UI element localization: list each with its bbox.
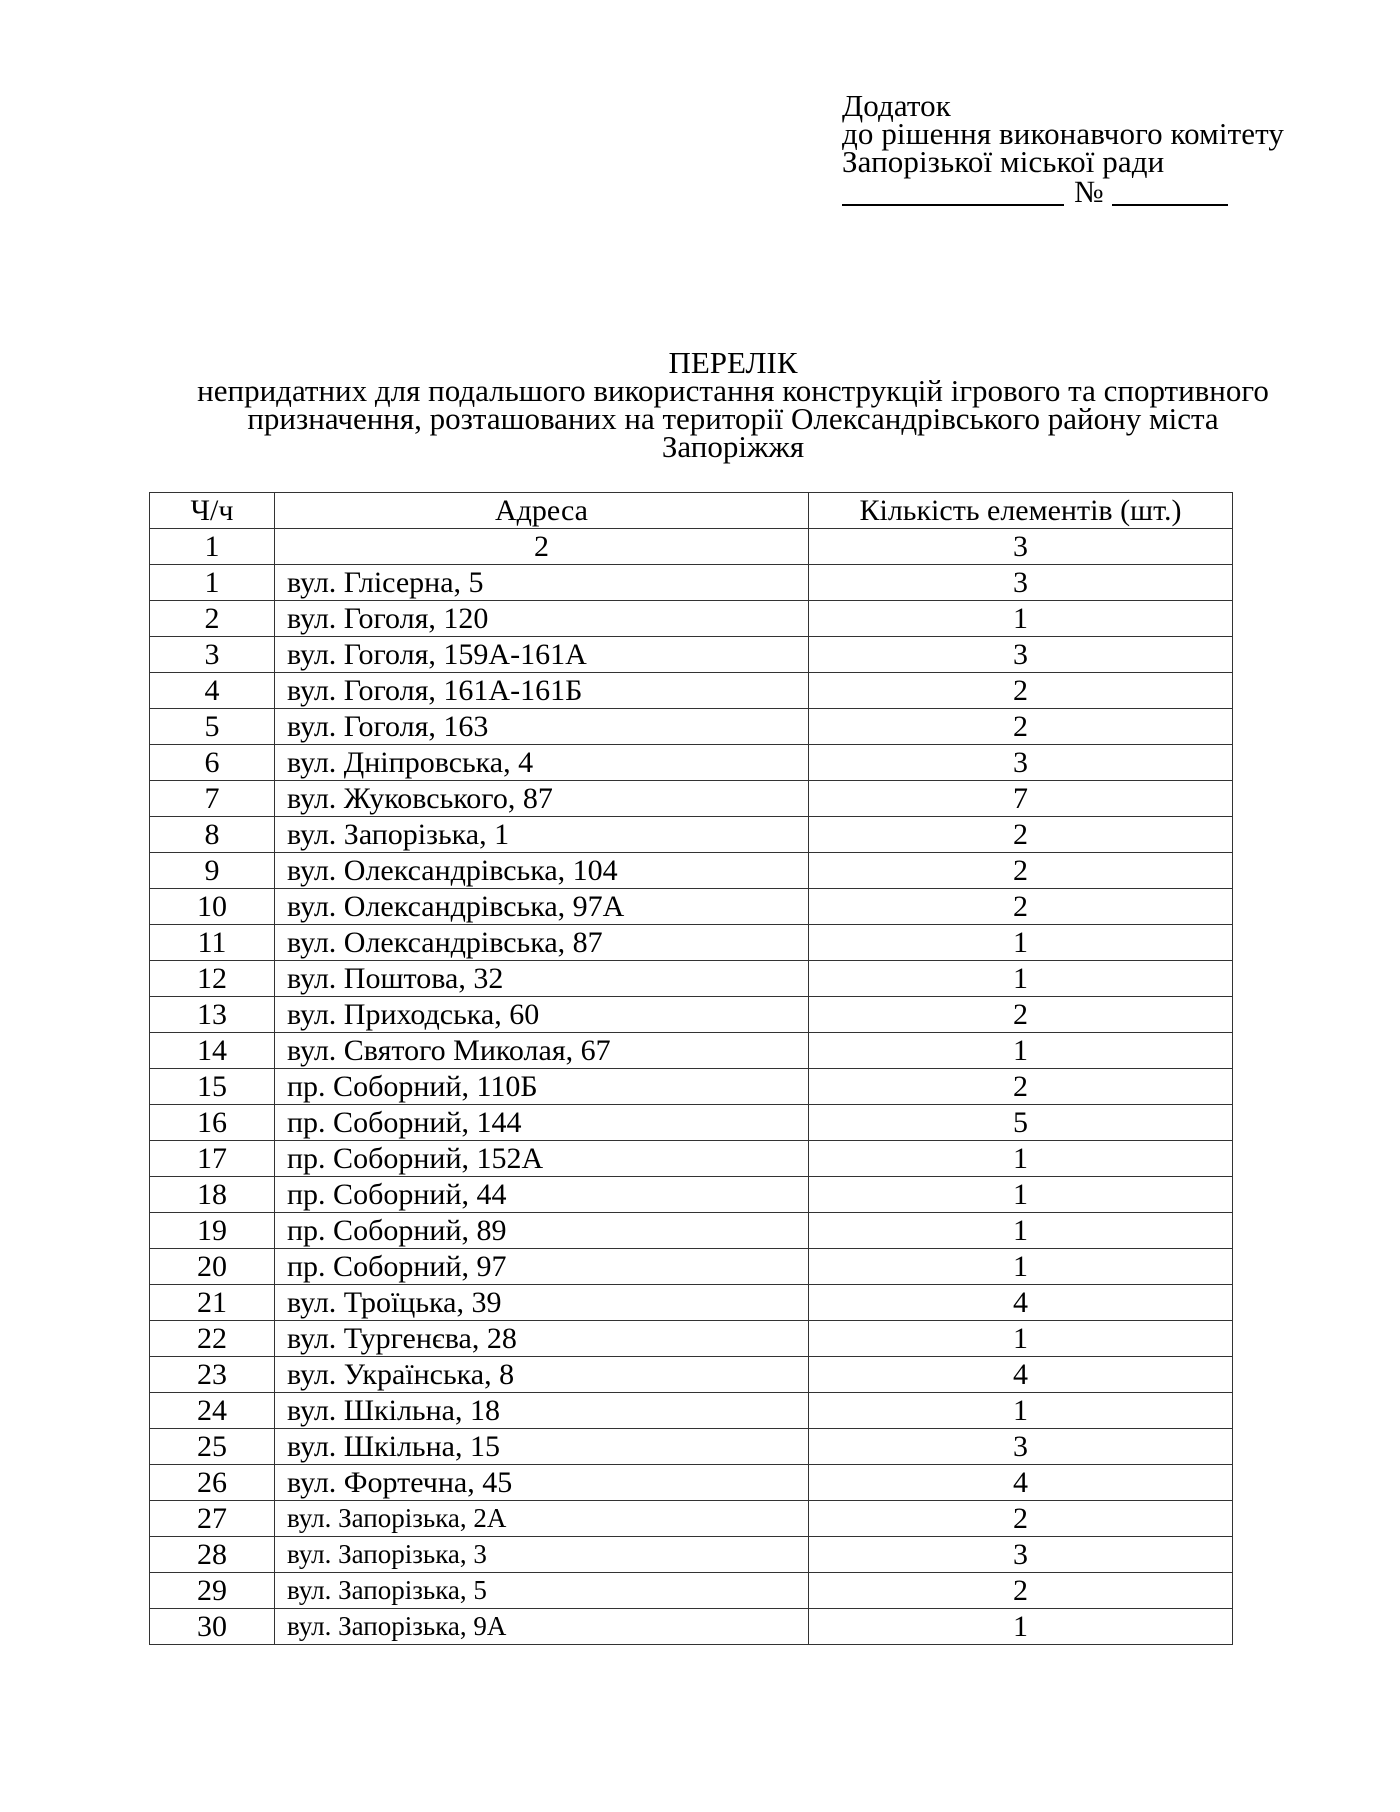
row-address: пр. Соборний, 152А [275,1141,809,1177]
table-row [150,1573,1233,1609]
table-row [150,781,1233,817]
row-address: вул. Запорізька, 2А [275,1501,809,1537]
column-index-2: 2 [275,529,809,565]
row-number: 27 [150,1501,275,1537]
row-quantity: 2 [809,673,1233,709]
table-row [150,1105,1233,1141]
row-address: вул. Глісерна, 5 [275,565,809,601]
table-row [150,817,1233,853]
row-number: 24 [150,1393,275,1429]
title-subtitle-line-2: призначення, розташованих на території Олександрівського району міста [247,401,1219,436]
row-quantity: 3 [809,1537,1233,1573]
row-number: 28 [150,1537,275,1573]
row-number: 16 [150,1105,275,1141]
row-address: пр. Соборний, 144 [275,1105,809,1141]
row-address: вул. Олександрівська, 97А [275,889,809,925]
row-quantity: 7 [809,781,1233,817]
title-heading: ПЕРЕЛІК [668,345,798,380]
column-header-address: Адреса [275,493,809,529]
appendix-header [842,88,1284,209]
title-subtitle-line-3: Запоріжжя [661,429,805,464]
row-address: вул. Гоголя, 163 [275,709,809,745]
row-address: вул. Шкільна, 15 [275,1429,809,1465]
row-quantity: 2 [809,997,1233,1033]
table-row [150,1285,1233,1321]
table-row [150,1141,1233,1177]
table-row [150,1465,1233,1501]
row-address: вул. Тургенєва, 28 [275,1321,809,1357]
row-quantity: 1 [809,1609,1233,1645]
row-address: вул. Святого Миколая, 67 [275,1033,809,1069]
table-row [150,565,1233,601]
row-address: вул. Гоголя, 120 [275,601,809,637]
row-number: 8 [150,817,275,853]
row-address: пр. Соборний, 97 [275,1249,809,1285]
row-number: 29 [150,1573,275,1609]
table-row [150,673,1233,709]
appendix-council-line: Запорізької міської ради [842,144,1165,179]
row-number: 23 [150,1357,275,1393]
row-address: пр. Соборний, 89 [275,1213,809,1249]
row-address: пр. Соборний, 110Б [275,1069,809,1105]
row-quantity: 2 [809,1573,1233,1609]
row-address: вул. Українська, 8 [275,1357,809,1393]
column-header-number: Ч/ч [150,493,275,529]
row-address: вул. Дніпровська, 4 [275,745,809,781]
row-quantity: 1 [809,1393,1233,1429]
row-quantity: 5 [809,1105,1233,1141]
row-number: 10 [150,889,275,925]
title-subtitle-line-1: непридатних для подальшого використання конструкцій ігрового та спортивного [197,373,1269,408]
table-row [150,1069,1233,1105]
column-header-quantity: Кількість елементів (шт.) [809,493,1233,529]
row-quantity: 3 [809,745,1233,781]
row-number: 13 [150,997,275,1033]
row-address: вул. Шкільна, 18 [275,1393,809,1429]
table-row [150,853,1233,889]
row-quantity: 2 [809,1501,1233,1537]
table-row [150,925,1233,961]
row-quantity: 2 [809,853,1233,889]
table-row [150,1393,1233,1429]
items-table [149,492,1233,1645]
table-row [150,1609,1233,1645]
row-address: вул. Приходська, 60 [275,997,809,1033]
row-address: вул. Запорізька, 5 [275,1573,809,1609]
table-row [150,889,1233,925]
row-number: 26 [150,1465,275,1501]
appendix-decision-line: до рішення виконавчого комітету [842,116,1284,151]
row-number: 30 [150,1609,275,1645]
row-quantity: 1 [809,1213,1233,1249]
column-index-3: 3 [809,529,1233,565]
row-quantity: 1 [809,1033,1233,1069]
row-number: 2 [150,601,275,637]
row-quantity: 2 [809,1069,1233,1105]
row-quantity: 2 [809,709,1233,745]
row-number: 11 [150,925,275,961]
table-row [150,1321,1233,1357]
table-row [150,961,1233,997]
document-title [150,345,1316,464]
row-address: вул. Запорізька, 9А [275,1609,809,1645]
row-address: вул. Гоголя, 161А-161Б [275,673,809,709]
row-number: 17 [150,1141,275,1177]
table-row [150,1429,1233,1465]
row-number: 18 [150,1177,275,1213]
number-sign: № [1074,174,1104,209]
row-number: 5 [150,709,275,745]
row-quantity: 3 [809,637,1233,673]
column-index-1: 1 [150,529,275,565]
row-quantity: 4 [809,1285,1233,1321]
table-row [150,1537,1233,1573]
row-number: 9 [150,853,275,889]
row-address: вул. Олександрівська, 104 [275,853,809,889]
row-number: 21 [150,1285,275,1321]
row-address: вул. Запорізька, 3 [275,1537,809,1573]
table-body [150,529,1233,1645]
table-row [150,1249,1233,1285]
date-blank [842,178,1064,206]
table-row [150,997,1233,1033]
row-quantity: 2 [809,889,1233,925]
row-quantity: 3 [809,1429,1233,1465]
row-quantity: 1 [809,961,1233,997]
table-row [150,601,1233,637]
row-address: вул. Гоголя, 159А-161А [275,637,809,673]
table-row [150,637,1233,673]
table-row [150,1213,1233,1249]
row-address: вул. Жуковського, 87 [275,781,809,817]
row-address: вул. Троїцька, 39 [275,1285,809,1321]
number-blank [1112,178,1228,206]
table-row [150,709,1233,745]
table-header-row [150,493,1233,529]
row-quantity: 1 [809,1249,1233,1285]
row-address: пр. Соборний, 44 [275,1177,809,1213]
row-address: вул. Фортечна, 45 [275,1465,809,1501]
row-number: 7 [150,781,275,817]
table-row [150,1177,1233,1213]
row-number: 1 [150,565,275,601]
row-address: вул. Поштова, 32 [275,961,809,997]
row-number: 19 [150,1213,275,1249]
column-index-row [150,529,1233,565]
table-row [150,1357,1233,1393]
row-quantity: 4 [809,1357,1233,1393]
row-number: 22 [150,1321,275,1357]
row-number: 25 [150,1429,275,1465]
row-quantity: 1 [809,925,1233,961]
row-number: 20 [150,1249,275,1285]
row-address: вул. Запорізька, 1 [275,817,809,853]
table-row [150,1501,1233,1537]
row-number: 4 [150,673,275,709]
appendix-label: Додаток [842,88,951,123]
row-quantity: 4 [809,1465,1233,1501]
row-quantity: 1 [809,1177,1233,1213]
row-number: 15 [150,1069,275,1105]
row-quantity: 1 [809,1321,1233,1357]
row-quantity: 1 [809,601,1233,637]
row-number: 6 [150,745,275,781]
row-number: 14 [150,1033,275,1069]
table-row [150,745,1233,781]
row-quantity: 1 [809,1141,1233,1177]
row-quantity: 3 [809,565,1233,601]
table-row [150,1033,1233,1069]
row-number: 3 [150,637,275,673]
row-number: 12 [150,961,275,997]
row-address: вул. Олександрівська, 87 [275,925,809,961]
date-number-line [842,174,1284,209]
row-quantity: 2 [809,817,1233,853]
